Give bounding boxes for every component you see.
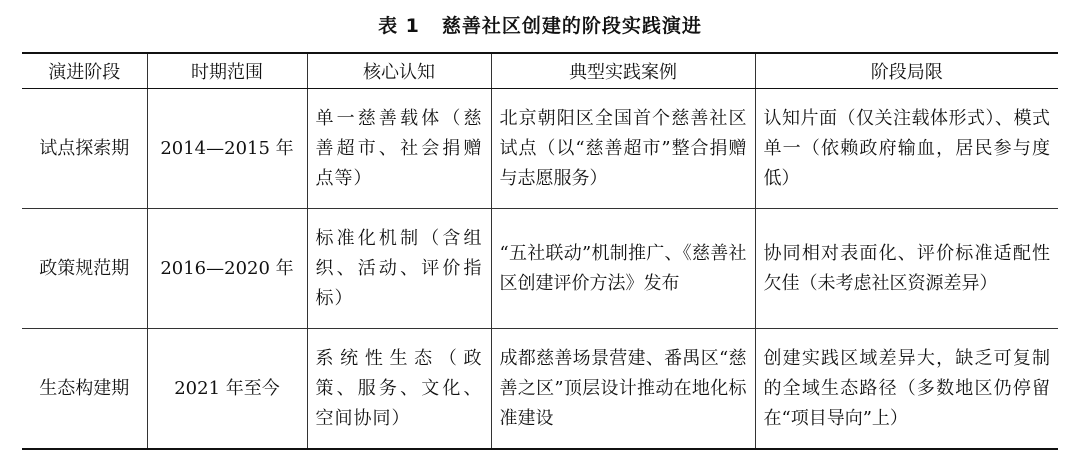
table-row xyxy=(22,329,1058,450)
cell-cases: 成都慈善场景营建、番禺区“慈善之区”顶层设计推动在地化标准建设 xyxy=(491,329,755,450)
cell-stage: 政策规范期 xyxy=(22,209,147,329)
stage-evolution-table xyxy=(22,52,1058,450)
cell-period: 2021 年至今 xyxy=(147,329,307,450)
cell-limits: 创建实践区域差异大，缺乏可复制的全域生态路径（多数地区仍停留在“项目导向”上） xyxy=(755,329,1058,450)
table-header xyxy=(22,53,1058,89)
cell-cases: 北京朝阳区全国首个慈善社区试点（以“慈善超市”整合捐赠与志愿服务） xyxy=(491,89,755,209)
table-caption xyxy=(0,13,1080,39)
cell-period: 2016—2020 年 xyxy=(147,209,307,329)
table-body xyxy=(22,89,1058,450)
header-period: 时期范围 xyxy=(147,53,307,89)
cell-cognition: 单一慈善载体（慈善超市、社会捐赠点等） xyxy=(307,89,491,209)
cell-cognition: 标准化机制（含组织、活动、评价指标） xyxy=(307,209,491,329)
cell-cases: “五社联动”机制推广、《慈善社区创建评价方法》发布 xyxy=(491,209,755,329)
header-row xyxy=(22,53,1058,89)
header-cases: 典型实践案例 xyxy=(491,53,755,89)
table-row xyxy=(22,209,1058,329)
cell-limits: 认知片面（仅关注载体形式）、模式单一（依赖政府输血，居民参与度低） xyxy=(755,89,1058,209)
header-limits: 阶段局限 xyxy=(755,53,1058,89)
table-row xyxy=(22,89,1058,209)
cell-cognition: 系统性生态（政策、服务、文化、空间协同） xyxy=(307,329,491,450)
table-title: 慈善社区创建的阶段实践演进 xyxy=(441,15,702,37)
cell-period: 2014—2015 年 xyxy=(147,89,307,209)
header-stage: 演进阶段 xyxy=(22,53,147,89)
cell-stage: 生态构建期 xyxy=(22,329,147,450)
cell-limits: 协同相对表面化、评价标准适配性欠佳（未考虑社区资源差异） xyxy=(755,209,1058,329)
header-cognition: 核心认知 xyxy=(307,53,491,89)
table-number: 表 1 xyxy=(378,15,420,37)
cell-stage: 试点探索期 xyxy=(22,89,147,209)
